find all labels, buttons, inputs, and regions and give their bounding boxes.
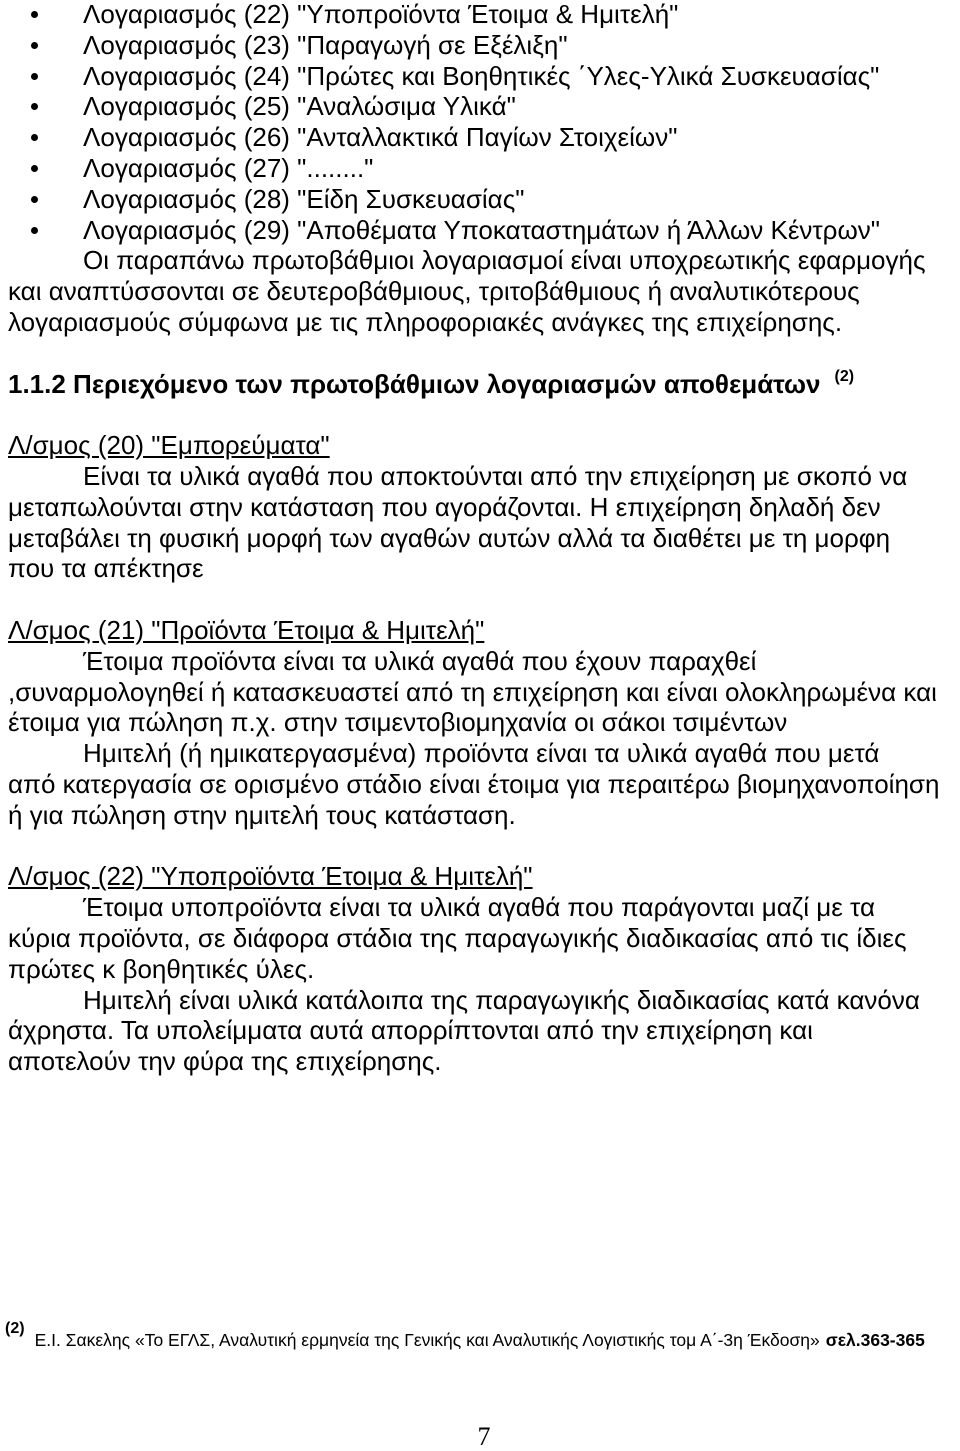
footnote-text: Ε.Ι. Σακελης «Το ΕΓΛΣ, Αναλυτική ερμηνεία της Γενικής και Αναλυτικής Λογιστικής τομ Α΄-3η Έκδοση» (34, 1330, 820, 1350)
paragraph-line: πρώτες κ βοηθητικές ύλες. (8, 953, 315, 984)
bullet-icon (31, 73, 38, 80)
paragraph-line: Είναι τα υλικά αγαθά που αποκτούνται από την επιχείρηση με σκοπό να (83, 460, 908, 491)
account-heading (0, 615, 960, 646)
footnote-ref: (2) (834, 367, 855, 385)
footnote-marker: (2) (5, 1320, 25, 1337)
footnote (5, 1320, 925, 1354)
list-item (0, 91, 960, 122)
paragraph-line: Ημιτελή (ή ημικατεργασμένα) προϊόντα είναι τα υλικά αγαθά που μετά (83, 738, 880, 769)
account-heading (0, 430, 960, 461)
account-heading (0, 861, 960, 892)
account-paragraph (0, 461, 960, 584)
list-item-text: Λογαριασμός (29) "Αποθέματα Υποκαταστημάτων ή Άλλων Κέντρων" (83, 214, 880, 245)
paragraph-line: Έτοιμα υποπροϊόντα είναι τα υλικά αγαθά που παράγονται μαζί με τα (83, 892, 875, 923)
paragraph-line: και αναπτύσσονται σε δευτεροβάθμιους, τριτοβάθμιους ή αναλυτικότερους (8, 276, 860, 307)
account-paragraph (0, 646, 960, 738)
paragraph-line: Οι παραπάνω πρωτοβάθμιοι λογαριασμοί είναι υποχρεωτικής εφαρμογής (83, 245, 926, 276)
paragraph-line: Έτοιμα προϊόντα είναι τα υλικά αγαθά που έχουν παραχθεί (83, 645, 757, 676)
paragraph-line: μεταπωλούνται στην κατάσταση που αγοράζονται. Η επιχείρηση δηλαδή δεν (8, 491, 881, 522)
list-item-text: Λογαριασμός (23) "Παραγωγή σε Εξέλιξη" (83, 29, 568, 60)
account-paragraph (0, 892, 960, 984)
page-number: 7 (477, 1422, 491, 1451)
footnote-pages: σελ.363-365 (825, 1330, 925, 1350)
paragraph-line: ,συναρμολογηθεί ή κατασκευαστεί από τη επιχείρηση και είναι ολοκληρωμένα και (8, 676, 937, 707)
account-list (0, 0, 960, 245)
list-item (0, 61, 960, 92)
bullet-icon (31, 11, 38, 18)
paragraph-line: άχρηστα. Τα υπολείμματα αυτά απορρίπτονται από την επιχείρηση και (8, 1015, 813, 1046)
list-item-text: Λογαριασμός (24) "Πρώτες και Βοηθητικές ΄Υλες-Υλικά Συσκευασίας" (83, 60, 880, 91)
intro-paragraph (0, 245, 960, 337)
list-item (0, 215, 960, 246)
paragraph-line: κύρια προϊόντα, σε διάφορα στάδια της παραγωγικής διαδικασίας από τις ίδιες (8, 922, 907, 953)
bullet-icon (31, 42, 38, 49)
account-heading-text: Λ/σμος (21) "Προϊόντα Έτοιμα & Ημιτελή" (8, 614, 485, 645)
paragraph-line: έτοιμα για πώληση π.χ. στην τσιμεντοβιομηχανία οι σάκοι τσιμέντων (8, 707, 788, 738)
bullet-icon (31, 227, 38, 234)
list-item-text: Λογαριασμός (25) "Αναλώσιμα Υλικά" (83, 91, 516, 122)
list-item (0, 0, 960, 30)
paragraph-line: που τα απέκτησε (8, 553, 204, 584)
paragraph-line: ή για πώληση στην ημιτελή τους κατάσταση. (8, 799, 516, 830)
account-heading-text: Λ/σμος (22) "Υποπροϊόντα Έτοιμα & Ημιτελή" (8, 861, 533, 892)
paragraph-line: μεταβάλει τη φυσική μορφή των αγαθών αυτών αλλά τα διαθέτει με τη μορφη (8, 522, 891, 553)
bullet-icon (31, 165, 38, 172)
list-item-text: Λογαριασμός (26) "Ανταλλακτικά Παγίων Στοιχείων" (83, 122, 678, 153)
section-heading (0, 369, 960, 400)
paragraph-line: αποτελούν την φύρα της επιχείρησης. (8, 1046, 442, 1077)
bullet-icon (31, 196, 38, 203)
account-heading-text: Λ/σμος (20) "Εμπορεύματα" (8, 430, 330, 461)
bullet-icon (31, 103, 38, 110)
paragraph-line: λογαριασμούς σύμφωνα με τις πληροφοριακές ανάγκες της επιχείρησης. (8, 306, 843, 337)
list-item (0, 153, 960, 184)
account-paragraph (0, 738, 960, 830)
list-item (0, 184, 960, 215)
bullet-icon (31, 134, 38, 141)
list-item (0, 30, 960, 61)
list-item (0, 122, 960, 153)
section-heading-text: 1.1.2 Περιεχόμενο των πρωτοβάθμιων λογαριασμών αποθεμάτων (8, 368, 821, 399)
paragraph-line: Ημιτελή είναι υλικά κατάλοιπα της παραγωγικής διαδικασίας κατά κανόνα (83, 984, 920, 1015)
account-paragraph (0, 985, 960, 1077)
list-item-text: Λογαριασμός (27) "........" (83, 152, 374, 183)
list-item-text: Λογαριασμός (22) "Υποπροϊόντα Έτοιμα & Ημιτελή" (83, 0, 679, 29)
list-item-text: Λογαριασμός (28) "Είδη Συσκευασίας" (83, 183, 525, 214)
paragraph-line: από κατεργασία σε ορισμένο στάδιο είναι έτοιμα για περαιτέρω βιομηχανοποίηση (8, 768, 940, 799)
